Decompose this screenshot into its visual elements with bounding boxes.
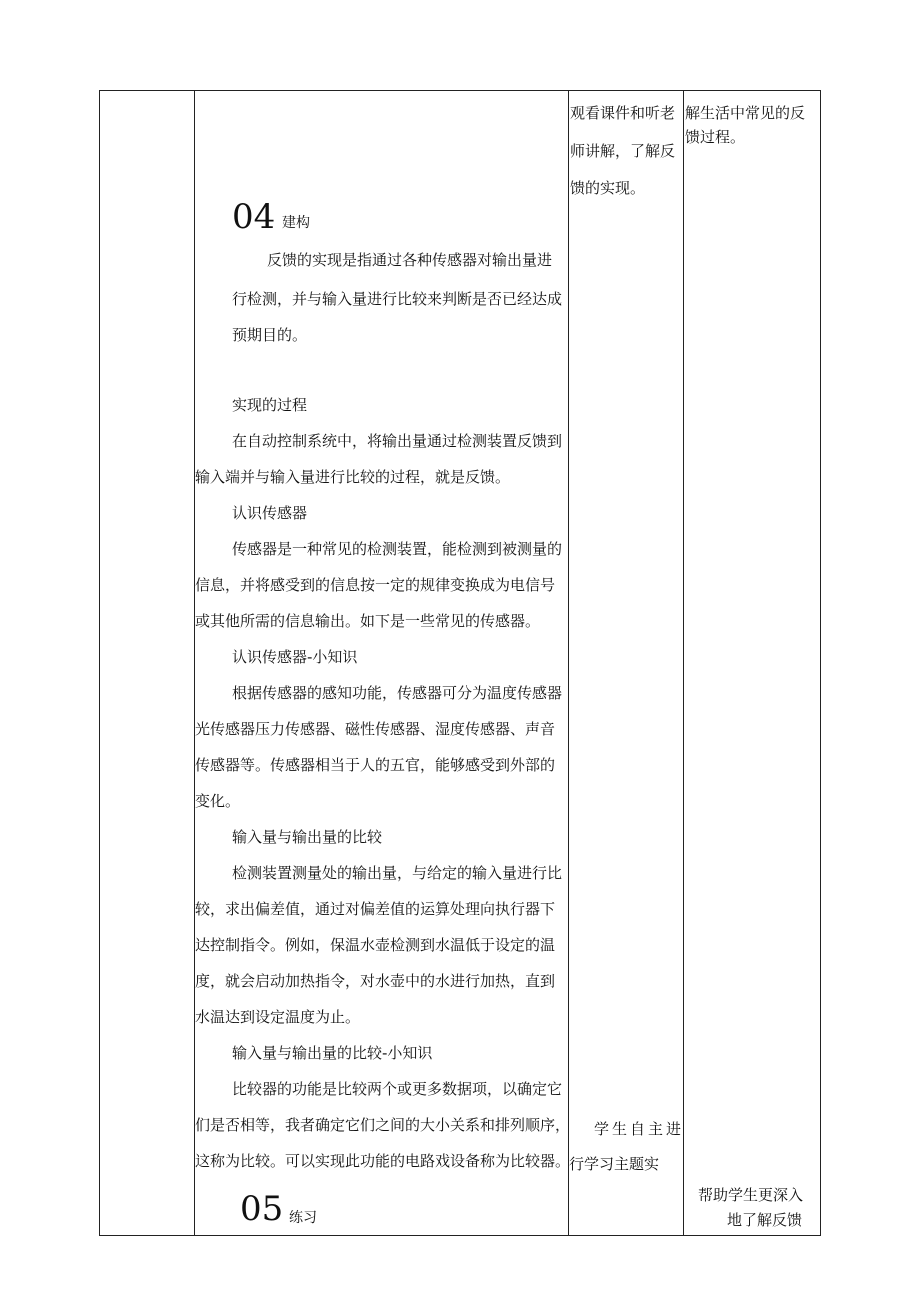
compare-line: 水温达到设定温度为止。 bbox=[195, 1008, 361, 1026]
design-intent-cell bbox=[684, 91, 821, 1235]
sensor-line: 传感器是一种常见的检测装置，能检测到被测量的 bbox=[232, 540, 563, 558]
process-line: 在自动控制系统中，将输出量通过检测装置反馈到 bbox=[232, 432, 563, 450]
stage-cell bbox=[100, 91, 194, 1235]
compare-line: 达控制指令。例如，保温水壶检测到水温低于设定的温 bbox=[195, 936, 556, 954]
sensor-tip-line: 根据传感器的感知功能，传感器可分为温度传感器 bbox=[232, 684, 563, 702]
activity-line: 师讲解，了解反 bbox=[570, 142, 676, 160]
sensor-tip-line: 变化。 bbox=[195, 792, 241, 810]
lesson-table bbox=[99, 90, 821, 1236]
section-05-label: 练习 bbox=[289, 1210, 317, 1226]
sensor-line: 或其他所需的信息输出。如下是一些常见的传感器。 bbox=[195, 612, 541, 630]
student-activity-cell bbox=[569, 91, 683, 1235]
compare-tip-line: 这称为比较。可以实现此功能的电路戏设备称为比较器。 bbox=[195, 1152, 571, 1170]
intro-line: 行检测，并与输入量进行比较来判断是否已经达成 bbox=[232, 290, 563, 308]
sensor-line: 信息，并将感受到的信息按一定的规律变换成为电信号 bbox=[195, 576, 556, 594]
process-line: 输入端并与输入量进行比较的过程，就是反馈。 bbox=[195, 468, 511, 486]
activity-line: 馈的实现。 bbox=[570, 179, 646, 197]
intent-line: 地了解反馈 bbox=[727, 1211, 803, 1229]
content-cell bbox=[195, 91, 571, 1235]
compare-line: 检测装置测量处的输出量，与给定的输入量进行比 bbox=[232, 864, 563, 882]
heading-sensor: 认识传感器 bbox=[232, 504, 308, 522]
activity-line: 观看课件和听老 bbox=[570, 104, 676, 122]
intent-line: 解生活中常见的反 bbox=[685, 104, 806, 122]
heading-compare-tip: 输入量与输出量的比较-小知识 bbox=[232, 1044, 433, 1062]
heading-process: 实现的过程 bbox=[232, 396, 308, 414]
intent-line: 馈过程。 bbox=[685, 128, 746, 146]
intro-line: 反馈的实现是指通过各种传感器对输出量进 bbox=[267, 251, 553, 269]
sensor-tip-line: 光传感器压力传感器、磁性传感器、湿度传感器、声音 bbox=[195, 720, 556, 738]
section-05-number: 05 bbox=[240, 1189, 284, 1229]
heading-sensor-tip: 认识传感器-小知识 bbox=[232, 648, 358, 666]
activity-line: 行学习主题实 bbox=[569, 1155, 660, 1173]
sensor-tip-line: 传感器等。传感器相当于人的五官，能够感受到外部的 bbox=[195, 756, 556, 774]
activity-line: 学生自主进 bbox=[594, 1120, 685, 1138]
intro-line: 预期目的。 bbox=[232, 326, 308, 344]
compare-line: 度，就会启动加热指令，对水壶中的水进行加热，直到 bbox=[195, 972, 556, 990]
compare-tip-line: 们是否相等，我者确定它们之间的大小关系和排列顺序， bbox=[195, 1116, 571, 1134]
section-04-label: 建构 bbox=[282, 215, 310, 231]
compare-tip-line: 比较器的功能是比较两个或更多数据项，以确定它 bbox=[232, 1080, 563, 1098]
heading-compare: 输入量与输出量的比较 bbox=[232, 828, 383, 846]
compare-line: 较，求出偏差值，通过对偏差值的运算处理向执行器下 bbox=[195, 900, 556, 918]
section-04-number: 04 bbox=[232, 197, 276, 237]
intent-line: 帮助学生更深入 bbox=[698, 1186, 804, 1204]
